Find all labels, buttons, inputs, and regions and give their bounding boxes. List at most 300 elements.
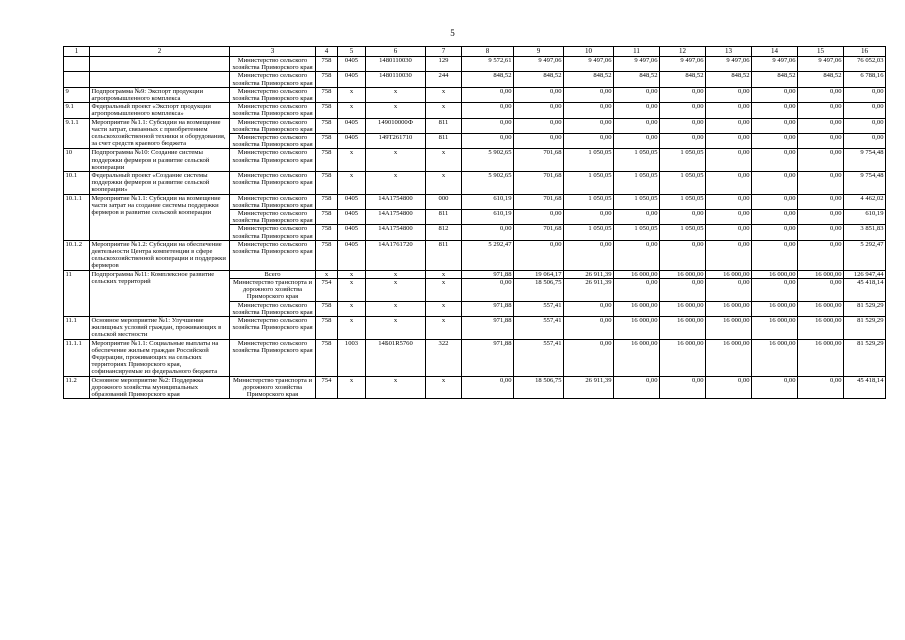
amount-cell: 0,00 (462, 278, 514, 301)
amount-cell: 0,00 (514, 87, 564, 102)
code-cell: 758 (316, 87, 338, 102)
executor: Министерство сельского хозяйства Приморского края (230, 172, 316, 195)
amount-cell: 16 000,00 (706, 339, 752, 376)
amount-cell: 0,00 (564, 134, 614, 149)
code-cell: 0405 (338, 72, 366, 87)
amount-cell: 16 000,00 (660, 270, 706, 278)
code-cell: х (338, 376, 366, 399)
amount-cell: 18 506,75 (514, 376, 564, 399)
code-cell: х (338, 87, 366, 102)
amount-cell: 701,68 (514, 149, 564, 172)
amount-cell: 0,00 (660, 210, 706, 225)
code-cell: 0405 (338, 134, 366, 149)
amount-cell: 0,00 (706, 134, 752, 149)
row-number (64, 72, 90, 87)
amount-cell: 0,00 (706, 118, 752, 133)
code-cell: х (366, 149, 426, 172)
amount-cell: 0,00 (564, 210, 614, 225)
amount-cell: 0,00 (706, 149, 752, 172)
amount-cell: 557,41 (514, 316, 564, 339)
code-cell: 758 (316, 225, 338, 240)
amount-cell: 6 788,16 (844, 72, 886, 87)
amount-cell: 9 497,06 (514, 57, 564, 72)
row-number: 11 (64, 270, 90, 316)
code-cell: х (338, 301, 366, 316)
table-row (64, 316, 886, 339)
executor: Министерство сельского хозяйства Приморского края (230, 149, 316, 172)
amount-cell: 4 462,02 (844, 194, 886, 209)
column-header: 2 (90, 47, 230, 57)
amount-cell: 0,00 (752, 118, 798, 133)
amount-cell: 0,00 (844, 134, 886, 149)
amount-cell: 0,00 (564, 103, 614, 118)
amount-cell: 0,00 (660, 376, 706, 399)
code-cell: 811 (426, 240, 462, 270)
amount-cell: 16 000,00 (660, 339, 706, 376)
row-number: 10.1.1 (64, 194, 90, 240)
amount-cell: 16 000,00 (752, 339, 798, 376)
code-cell: х (366, 316, 426, 339)
code-cell: 0405 (338, 240, 366, 270)
amount-cell: 0,00 (706, 87, 752, 102)
page-number: 5 (450, 28, 455, 38)
amount-cell: 0,00 (564, 339, 614, 376)
amount-cell: 0,00 (660, 118, 706, 133)
amount-cell: 0,00 (564, 87, 614, 102)
code-cell: х (366, 172, 426, 195)
code-cell: х (426, 103, 462, 118)
column-header: 7 (426, 47, 462, 57)
amount-cell: 16 000,00 (706, 316, 752, 339)
amount-cell: 848,52 (798, 72, 844, 87)
row-number: 10.1.2 (64, 240, 90, 270)
executor: Министерство сельского хозяйства Приморского края (230, 57, 316, 72)
code-cell: 14A1754800 (366, 194, 426, 209)
amount-cell: 9 497,06 (752, 57, 798, 72)
amount-cell: 1 050,05 (564, 225, 614, 240)
amount-cell: 5 902,65 (462, 149, 514, 172)
amount-cell: 81 529,29 (844, 316, 886, 339)
amount-cell: 0,00 (462, 376, 514, 399)
amount-cell: 16 000,00 (706, 301, 752, 316)
column-header: 15 (798, 47, 844, 57)
amount-cell: 16 000,00 (706, 270, 752, 278)
table-row (64, 118, 886, 133)
amount-cell: 3 851,83 (844, 225, 886, 240)
amount-cell: 0,00 (706, 278, 752, 301)
amount-cell: 0,00 (564, 301, 614, 316)
amount-cell: 26 911,39 (564, 270, 614, 278)
column-header: 5 (338, 47, 366, 57)
amount-cell: 0,00 (752, 278, 798, 301)
amount-cell: 0,00 (798, 278, 844, 301)
amount-cell: 0,00 (614, 278, 660, 301)
code-cell: 0405 (338, 118, 366, 133)
program-name: Подпрограмма №11: Комплексное развитие сельских территорий (90, 270, 230, 316)
amount-cell: 1 050,05 (614, 172, 660, 195)
budget-table (63, 46, 886, 399)
code-cell: х (426, 301, 462, 316)
amount-cell: 9 572,61 (462, 57, 514, 72)
amount-cell: 26 911,39 (564, 278, 614, 301)
header-row (64, 47, 886, 57)
amount-cell: 0,00 (706, 240, 752, 270)
program-name: Подпрограмма №9: Экспорт продукции агропромышленного комплекса (90, 87, 230, 102)
executor: Министерство сельского хозяйства Приморского края (230, 194, 316, 209)
code-cell: 758 (316, 339, 338, 376)
executor: Министерство сельского хозяйства Приморского края (230, 316, 316, 339)
executor: Министерство сельского хозяйства Приморского края (230, 87, 316, 102)
code-cell: х (338, 103, 366, 118)
amount-cell: 0,00 (614, 376, 660, 399)
code-cell: х (338, 278, 366, 301)
code-cell: 1003 (338, 339, 366, 376)
amount-cell: 9 497,06 (614, 57, 660, 72)
code-cell: 758 (316, 103, 338, 118)
amount-cell: 0,00 (752, 210, 798, 225)
row-number: 10.1 (64, 172, 90, 195)
amount-cell: 16 000,00 (614, 270, 660, 278)
code-cell: х (338, 316, 366, 339)
amount-cell: 0,00 (844, 118, 886, 133)
amount-cell: 971,88 (462, 339, 514, 376)
amount-cell: 16 000,00 (614, 339, 660, 376)
amount-cell: 0,00 (798, 134, 844, 149)
code-cell: 0405 (338, 57, 366, 72)
code-cell: 0405 (338, 225, 366, 240)
code-cell: 758 (316, 57, 338, 72)
executor: Министерство сельского хозяйства Приморского края (230, 72, 316, 87)
amount-cell: 0,00 (514, 240, 564, 270)
code-cell: 758 (316, 194, 338, 209)
amount-cell: 0,00 (614, 210, 660, 225)
table-row (64, 57, 886, 72)
amount-cell: 0,00 (660, 240, 706, 270)
code-cell: х (338, 172, 366, 195)
program-name: Федеральный проект «Создание системы поддержки фермеров и развитие сельской кооперации» (90, 172, 230, 195)
table-row (64, 339, 886, 376)
row-number: 9 (64, 87, 90, 102)
amount-cell: 5 902,65 (462, 172, 514, 195)
amount-cell: 0,00 (752, 240, 798, 270)
amount-cell: 971,88 (462, 270, 514, 278)
code-cell: 14Б01R5760 (366, 339, 426, 376)
code-cell: х (426, 376, 462, 399)
amount-cell: 16 000,00 (660, 301, 706, 316)
code-cell: 758 (316, 210, 338, 225)
amount-cell: 0,00 (798, 225, 844, 240)
amount-cell: 0,00 (462, 225, 514, 240)
amount-cell: 16 000,00 (614, 316, 660, 339)
column-header: 1 (64, 47, 90, 57)
amount-cell: 610,19 (844, 210, 886, 225)
amount-cell: 848,52 (706, 72, 752, 87)
amount-cell: 1 050,05 (564, 194, 614, 209)
table-row (64, 149, 886, 172)
code-cell: х (338, 270, 366, 278)
table-row (64, 194, 886, 209)
code-cell: 812 (426, 225, 462, 240)
program-name: Мероприятие №1.1: Субсидии на возмещение части затрат, связанных с приобретением сельскохозяйственной техники и оборудования, за счет средств краевого бюджета (90, 118, 230, 149)
code-cell: 322 (426, 339, 462, 376)
amount-cell: 76 052,03 (844, 57, 886, 72)
code-cell: 14A1754800 (366, 210, 426, 225)
code-cell: 754 (316, 278, 338, 301)
amount-cell: 18 506,75 (514, 278, 564, 301)
amount-cell: 0,00 (462, 134, 514, 149)
column-header: 9 (514, 47, 564, 57)
column-header: 10 (564, 47, 614, 57)
column-header: 14 (752, 47, 798, 57)
amount-cell: 1 050,05 (660, 172, 706, 195)
amount-cell: 16 000,00 (752, 301, 798, 316)
code-cell: х (426, 270, 462, 278)
amount-cell: 26 911,39 (564, 376, 614, 399)
amount-cell: 1 050,05 (614, 225, 660, 240)
amount-cell: 9 754,48 (844, 149, 886, 172)
code-cell: 811 (426, 134, 462, 149)
amount-cell: 0,00 (660, 103, 706, 118)
code-cell: 0405 (338, 194, 366, 209)
column-header: 8 (462, 47, 514, 57)
code-cell: х (426, 278, 462, 301)
program-name: Мероприятие №1.1: Субсидии на возмещение части затрат на создание системы поддержки фермеров и развитие сельской кооперации (90, 194, 230, 240)
amount-cell: 0,00 (462, 103, 514, 118)
amount-cell: 9 497,06 (564, 57, 614, 72)
executor: Министерство транспорта и дорожного хозяйства Приморского края (230, 376, 316, 399)
amount-cell: 0,00 (660, 134, 706, 149)
executor: Министерство сельского хозяйства Приморского края (230, 210, 316, 225)
code-cell: х (426, 172, 462, 195)
column-header: 11 (614, 47, 660, 57)
amount-cell: 0,00 (514, 210, 564, 225)
amount-cell: 16 000,00 (752, 316, 798, 339)
code-cell: х (366, 301, 426, 316)
amount-cell: 0,00 (564, 240, 614, 270)
amount-cell: 0,00 (844, 87, 886, 102)
code-cell: 758 (316, 240, 338, 270)
amount-cell: 0,00 (564, 316, 614, 339)
amount-cell: 9 497,06 (660, 57, 706, 72)
amount-cell: 16 000,00 (614, 301, 660, 316)
amount-cell: 0,00 (798, 103, 844, 118)
code-cell: 1480110030 (366, 72, 426, 87)
amount-cell: 16 000,00 (660, 316, 706, 339)
amount-cell: 971,88 (462, 301, 514, 316)
amount-cell: 0,00 (706, 194, 752, 209)
column-header: 3 (230, 47, 316, 57)
amount-cell: 0,00 (614, 240, 660, 270)
executor: Министерство сельского хозяйства Приморского края (230, 339, 316, 376)
program-name: Федеральный проект «Экспорт продукции агропромышленного комплекса» (90, 103, 230, 118)
amount-cell: 0,00 (752, 134, 798, 149)
amount-cell: 610,19 (462, 210, 514, 225)
table-row (64, 103, 886, 118)
code-cell: 811 (426, 118, 462, 133)
row-number: 11.1 (64, 316, 90, 339)
amount-cell: 0,00 (798, 87, 844, 102)
amount-cell: 0,00 (752, 376, 798, 399)
amount-cell: 0,00 (752, 225, 798, 240)
amount-cell: 0,00 (614, 103, 660, 118)
amount-cell: 848,52 (660, 72, 706, 87)
amount-cell: 0,00 (660, 87, 706, 102)
amount-cell: 0,00 (514, 103, 564, 118)
code-cell: 149010000Ф (366, 118, 426, 133)
amount-cell: 81 529,29 (844, 301, 886, 316)
code-cell: 000 (426, 194, 462, 209)
table-row (64, 87, 886, 102)
amount-cell: 5 292,47 (844, 240, 886, 270)
row-number: 11.1.1 (64, 339, 90, 376)
table-row (64, 376, 886, 399)
code-cell: х (366, 278, 426, 301)
amount-cell: 701,68 (514, 194, 564, 209)
code-cell: 14A1761720 (366, 240, 426, 270)
code-cell: 129 (426, 57, 462, 72)
code-cell: х (366, 270, 426, 278)
amount-cell: 0,00 (660, 278, 706, 301)
program-name (90, 72, 230, 87)
code-cell: 758 (316, 316, 338, 339)
amount-cell: 0,00 (752, 172, 798, 195)
amount-cell: 0,00 (798, 172, 844, 195)
program-name: Подпрограмма №10: Создание системы поддержки фермеров и развитие сельской кооперации (90, 149, 230, 172)
code-cell: 244 (426, 72, 462, 87)
table-row (64, 72, 886, 87)
amount-cell: 0,00 (514, 118, 564, 133)
amount-cell: 701,68 (514, 225, 564, 240)
amount-cell: 0,00 (752, 149, 798, 172)
code-cell: х (366, 87, 426, 102)
amount-cell: 0,00 (706, 172, 752, 195)
amount-cell: 0,00 (614, 118, 660, 133)
code-cell: х (426, 316, 462, 339)
executor: Всего (230, 270, 316, 278)
column-header: 16 (844, 47, 886, 57)
amount-cell: 0,00 (462, 118, 514, 133)
amount-cell: 126 947,44 (844, 270, 886, 278)
amount-cell: 701,68 (514, 172, 564, 195)
program-name (90, 57, 230, 72)
amount-cell: 1 050,05 (564, 172, 614, 195)
code-cell: 758 (316, 118, 338, 133)
row-number: 11.2 (64, 376, 90, 399)
amount-cell: 0,00 (614, 87, 660, 102)
amount-cell: 0,00 (706, 376, 752, 399)
amount-cell: 848,52 (462, 72, 514, 87)
executor: Министерство транспорта и дорожного хозяйства Приморского края (230, 278, 316, 301)
executor: Министерство сельского хозяйства Приморского края (230, 134, 316, 149)
code-cell: 758 (316, 72, 338, 87)
amount-cell: 971,88 (462, 316, 514, 339)
amount-cell: 0,00 (564, 118, 614, 133)
code-cell: х (426, 87, 462, 102)
column-header: 6 (366, 47, 426, 57)
amount-cell: 0,00 (706, 225, 752, 240)
amount-cell: 0,00 (752, 194, 798, 209)
amount-cell: 9 497,06 (798, 57, 844, 72)
code-cell: 758 (316, 172, 338, 195)
amount-cell: 0,00 (844, 103, 886, 118)
code-cell: 754 (316, 376, 338, 399)
amount-cell: 1 050,05 (660, 225, 706, 240)
amount-cell: 81 529,29 (844, 339, 886, 376)
code-cell: х (366, 376, 426, 399)
row-number: 9.1.1 (64, 118, 90, 149)
code-cell: 758 (316, 149, 338, 172)
amount-cell: 848,52 (752, 72, 798, 87)
code-cell: х (426, 149, 462, 172)
amount-cell: 16 000,00 (798, 339, 844, 376)
executor: Министерство сельского хозяйства Приморского края (230, 225, 316, 240)
code-cell: 14A1754800 (366, 225, 426, 240)
executor: Министерство сельского хозяйства Приморского края (230, 301, 316, 316)
amount-cell: 848,52 (614, 72, 660, 87)
table-row (64, 172, 886, 195)
executor: Министерство сельского хозяйства Приморского края (230, 103, 316, 118)
column-header: 4 (316, 47, 338, 57)
amount-cell: 9 497,06 (706, 57, 752, 72)
amount-cell: 0,00 (462, 87, 514, 102)
executor: Министерство сельского хозяйства Приморского края (230, 240, 316, 270)
amount-cell: 9 754,48 (844, 172, 886, 195)
amount-cell: 557,41 (514, 301, 564, 316)
code-cell: 1480110030 (366, 57, 426, 72)
amount-cell: 16 000,00 (798, 270, 844, 278)
amount-cell: 0,00 (706, 210, 752, 225)
amount-cell: 19 064,17 (514, 270, 564, 278)
amount-cell: 848,52 (514, 72, 564, 87)
amount-cell: 16 000,00 (798, 316, 844, 339)
row-number: 9.1 (64, 103, 90, 118)
amount-cell: 1 050,05 (660, 149, 706, 172)
table-row (64, 270, 886, 278)
table-row (64, 240, 886, 270)
amount-cell: 1 050,05 (660, 194, 706, 209)
column-header: 12 (660, 47, 706, 57)
code-cell: 758 (316, 301, 338, 316)
amount-cell: 557,41 (514, 339, 564, 376)
amount-cell: 0,00 (798, 149, 844, 172)
amount-cell: 848,52 (564, 72, 614, 87)
program-name: Основное мероприятие №2: Поддержка дорожного хозяйства муниципальных образований Приморского края (90, 376, 230, 399)
amount-cell: 16 000,00 (798, 301, 844, 316)
amount-cell: 0,00 (798, 118, 844, 133)
code-cell: 811 (426, 210, 462, 225)
column-header: 13 (706, 47, 752, 57)
amount-cell: 610,19 (462, 194, 514, 209)
amount-cell: 16 000,00 (752, 270, 798, 278)
program-name: Мероприятие №1.2: Субсидии на обеспечение деятельности Центра компетенции в сфере сельскохозяйственной кооперации и поддержки фермеров (90, 240, 230, 270)
code-cell: 758 (316, 134, 338, 149)
amount-cell: 0,00 (798, 194, 844, 209)
row-number (64, 57, 90, 72)
executor: Министерство сельского хозяйства Приморского края (230, 118, 316, 133)
amount-cell: 0,00 (798, 240, 844, 270)
amount-cell: 0,00 (752, 103, 798, 118)
amount-cell: 0,00 (706, 103, 752, 118)
program-name: Основное мероприятие №1: Улучшение жилищных условий граждан, проживающих в сельской местности (90, 316, 230, 339)
table-body (64, 47, 886, 399)
code-cell: х (366, 103, 426, 118)
amount-cell: 0,00 (798, 210, 844, 225)
code-cell: х (316, 270, 338, 278)
amount-cell: 45 418,14 (844, 278, 886, 301)
code-cell: 0405 (338, 210, 366, 225)
amount-cell: 0,00 (614, 134, 660, 149)
amount-cell: 45 418,14 (844, 376, 886, 399)
